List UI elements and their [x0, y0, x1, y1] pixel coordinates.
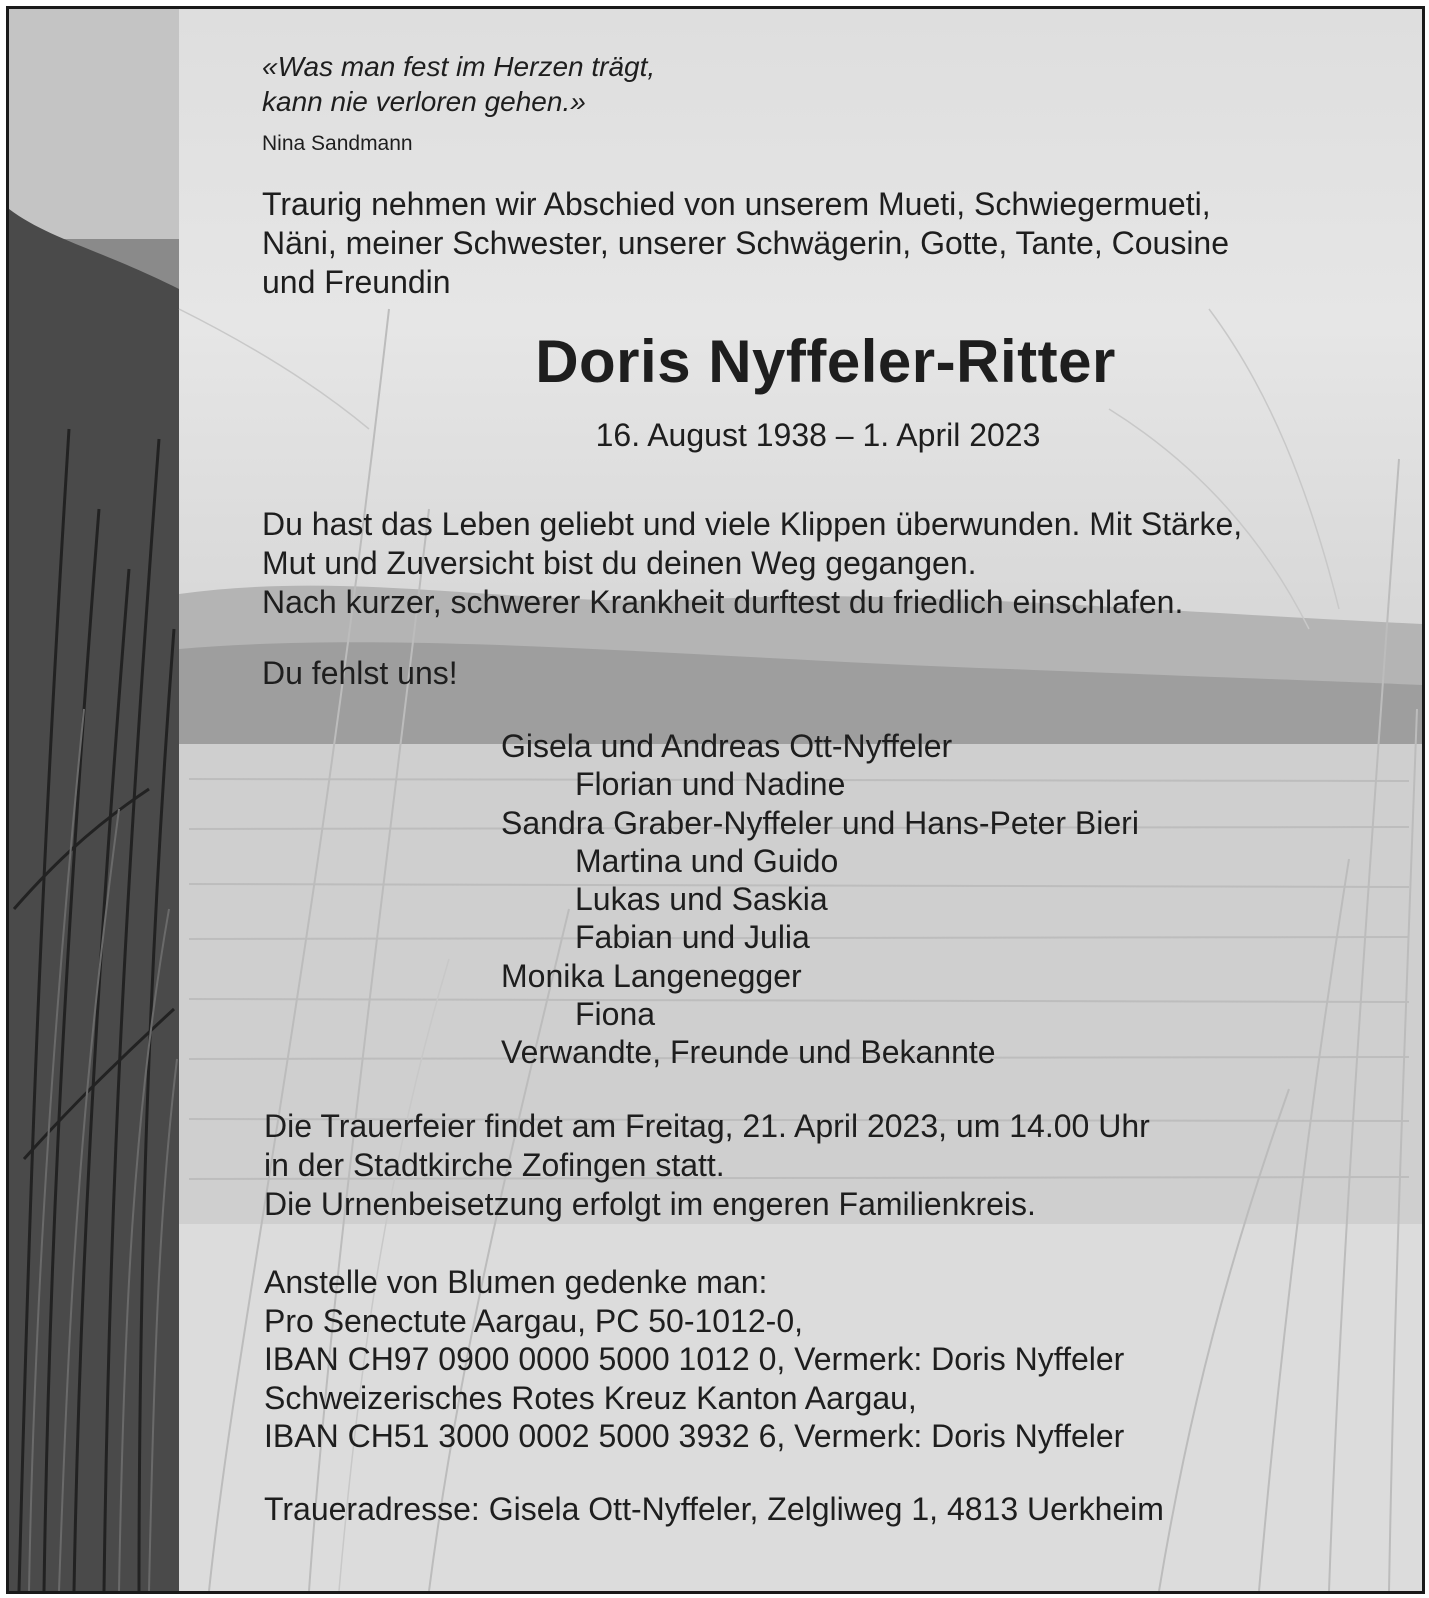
- deceased-name: Doris Nyffeler-Ritter: [535, 328, 1116, 395]
- mourner-entry: Verwandte, Freunde und Bekannte: [501, 1034, 996, 1071]
- life-dates: 16. August 1938 – 1. April 2023: [595, 417, 1041, 453]
- message-line: Mut und Zuversicht bist du deinen Weg gegangen.: [262, 545, 977, 581]
- donation-line: Anstelle von Blumen gedenke man:: [264, 1264, 768, 1300]
- intro-line: Näni, meiner Schwester, unserer Schwägerin, Gotte, Tante, Cousine: [262, 225, 1230, 261]
- mourner-entry: Fiona: [575, 996, 656, 1033]
- epigraph-quote: [262, 49, 655, 119]
- intro-paragraph: [262, 185, 1229, 302]
- ceremony-line: Die Trauerfeier findet am Freitag, 21. April 2023, um 14.00 Uhr: [264, 1108, 1150, 1144]
- message-line: Du hast das Leben geliebt und viele Klippen überwunden. Mit Stärke,: [262, 506, 1243, 542]
- mourning-address: Traueradresse: Gisela Ott-Nyffeler, Zelgliweg 1, 4813 Uerkheim: [264, 1491, 1164, 1527]
- donation-line: Pro Senectute Aargau, PC 50-1012-0,: [264, 1302, 804, 1339]
- mourner-entry: Sandra Graber-Nyffeler und Hans-Peter Bieri: [501, 804, 1139, 841]
- message-line: Nach kurzer, schwerer Krankheit durftest du friedlich einschlafen.: [262, 584, 1184, 620]
- donation-info: [264, 1263, 1124, 1456]
- quote-line: kann nie verloren gehen.»: [262, 86, 586, 117]
- quote-line: «Was man fest im Herzen trägt,: [262, 51, 656, 82]
- donation-line: IBAN CH51 3000 0002 5000 3932 6, Vermerk: Doris Nyffeler: [264, 1418, 1125, 1454]
- mourner-entry: Gisela und Andreas Ott-Nyffeler: [501, 728, 953, 764]
- notice-content: [9, 9, 1422, 1591]
- ceremony-line: Die Urnenbeisetzung erfolgt im engeren Familienkreis.: [264, 1186, 1036, 1222]
- mourner-entry: Martina und Guido: [575, 842, 839, 879]
- mourner-entry: Lukas und Saskia: [575, 881, 828, 918]
- obituary-notice: [6, 6, 1425, 1594]
- quote-author: Nina Sandmann: [262, 132, 413, 155]
- mourner-entry: Florian und Nadine: [575, 766, 846, 803]
- donation-line: IBAN CH97 0900 0000 5000 1012 0, Vermerk: Doris Nyffeler: [264, 1341, 1125, 1377]
- ceremony-info: [264, 1107, 1150, 1224]
- mourner-entry: Fabian und Julia: [575, 919, 810, 956]
- intro-line: und Freundin: [262, 264, 451, 300]
- ceremony-line: in der Stadtkirche Zofingen statt.: [264, 1147, 725, 1183]
- message-paragraph: [262, 505, 1242, 622]
- donation-line: Schweizerisches Rotes Kreuz Kanton Aargau,: [264, 1379, 917, 1416]
- intro-line: Traurig nehmen wir Abschied von unserem Mueti, Schwiegermueti,: [262, 186, 1211, 222]
- mourners-list: [501, 727, 1139, 1072]
- mourner-entry: Monika Langenegger: [501, 957, 802, 994]
- message-closing: Du fehlst uns!: [262, 655, 458, 691]
